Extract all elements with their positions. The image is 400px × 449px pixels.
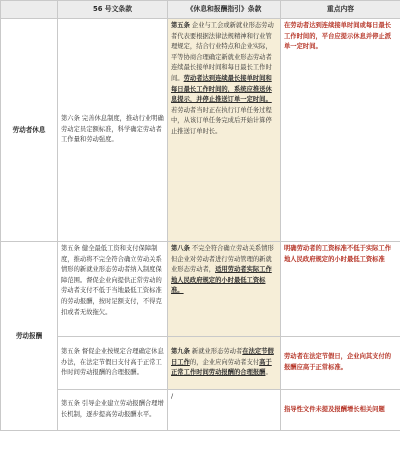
art56-cell-min-wage: 第五条 健全最低工资和支付保障制度，推动将不完全符合确立劳动关系情形的新就业形态劳动者纳入制度保障范围。督促企业向提供正常劳动的劳动者支付不低于当地最低工资标准的劳动报酬，按时足额支付，不得克扣或者无故拖欠。 bbox=[58, 242, 168, 337]
header-row bbox=[1, 1, 400, 19]
guideline-article-9-text-a: 新就业形态劳动者 bbox=[189, 348, 243, 356]
key-point-min-wage: 明确劳动者的工资标准不低于实际工作地人民政府规定的小时最低工资标准 bbox=[281, 242, 400, 337]
key-point-rest: 在劳动者达到连续接单时间或每日最长工作时间的，平台应提示休息并停止派单一定时间。 bbox=[281, 19, 400, 242]
guideline-article-5-tail: 若劳动者当时正在执行订单任务过程中，从该订单任务完成后开始计算停止推送订单时长。 bbox=[171, 106, 272, 135]
guideline-cell-min-wage bbox=[168, 242, 281, 337]
table-row-pay-holiday bbox=[1, 337, 400, 390]
guideline-article-5-key: 劳动者达到连续最长接单时间和每日最长工作时间的，系统应推送休息提示，并停止推送订单一定时间。 bbox=[171, 74, 272, 104]
guideline-article-9-head: 第九条 bbox=[171, 348, 190, 356]
key-point-holiday: 劳动者在法定节假日，企业向其支付的报酬应高于正常标准。 bbox=[281, 337, 400, 390]
art56-cell-growth: 第五条 引导企业建立劳动报酬合理增长机制，逐步提高劳动报酬水平。 bbox=[58, 390, 168, 431]
table-row-rest bbox=[1, 19, 400, 242]
guideline-article-8-text: 不完全符合确立劳动关系情形但企业对劳动者进行劳动管理的新就业形态劳动者， bbox=[171, 245, 274, 274]
guideline-article-5-text: 企业与工会或新就业形态劳动者代表要根据法律法规精神和行业管理规定，结合行业特点和企业实际，平等协商合理确定新就业形态劳动者连续最长接单时间和每日最长工作时间。 bbox=[171, 22, 274, 82]
guideline-article-8-head: 第八条 bbox=[171, 245, 190, 252]
key-point-growth: 指导性文件未提及报酬增长相关问题 bbox=[281, 390, 400, 431]
header-art56: 56 号文条款 bbox=[58, 1, 168, 19]
art56-cell-rest: 第六条 完善休息制度，推动行业明确劳动定员定额标准，科学确定劳动者工作量和劳动强度。 bbox=[58, 19, 168, 242]
guideline-article-9-key-a: 在法定节假日工作 bbox=[171, 348, 274, 366]
guideline-cell-rest bbox=[168, 19, 281, 242]
header-key-points: 重点内容 bbox=[281, 1, 400, 19]
guideline-article-5-head: 第五条 bbox=[171, 22, 190, 29]
guideline-article-9-text-c: 。 bbox=[265, 369, 272, 377]
table-row-pay-min-wage bbox=[1, 242, 400, 337]
guideline-cell-growth: / bbox=[168, 390, 281, 431]
guideline-cell-holiday bbox=[168, 337, 281, 390]
art56-cell-holiday: 第五条 督促企业按规定合理确定休息办法，在法定节假日支付高于正常工作时间劳动报酬的合理报酬。 bbox=[58, 337, 168, 390]
category-rest: 劳动者休息 bbox=[1, 19, 58, 242]
guideline-article-8-key: 适用劳动者实际工作地人民政府规定的小时最低工资标准。 bbox=[171, 266, 272, 295]
header-guideline: 《休息和报酬指引》条款 bbox=[168, 1, 281, 19]
category-pay: 劳动报酬 bbox=[1, 242, 58, 431]
guideline-article-9-text-b: 的，企业应向劳动者支付 bbox=[189, 358, 260, 366]
guideline-article-9-key-b: 高于正常工作时间劳动报酬的合理报酬 bbox=[171, 358, 272, 377]
table-row-pay-growth bbox=[1, 390, 400, 431]
header-empty bbox=[1, 1, 58, 19]
